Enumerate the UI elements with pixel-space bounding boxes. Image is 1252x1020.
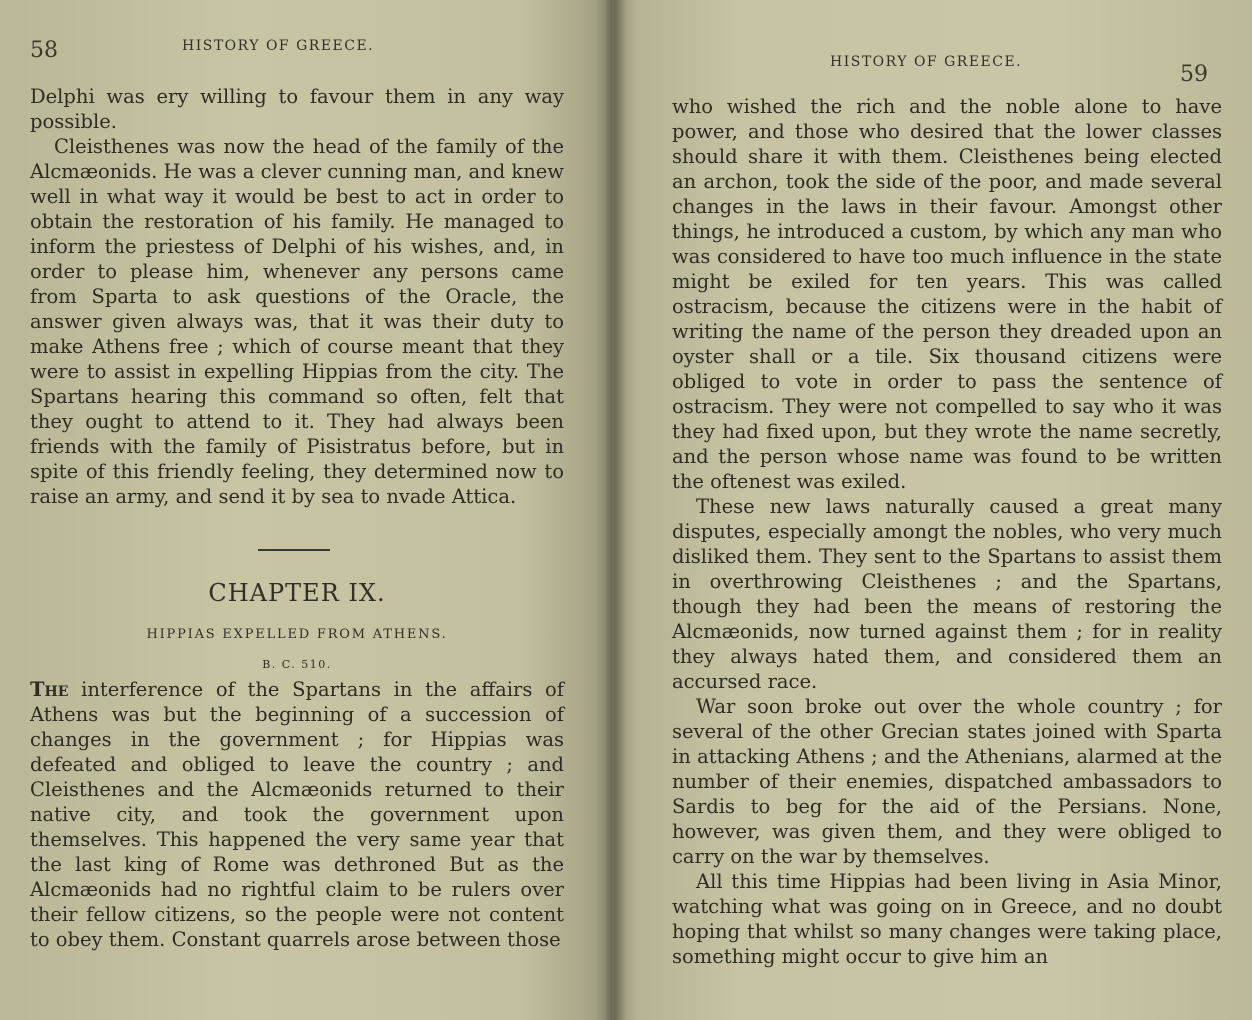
chapter-body-text: interference of the Spartans in the affairs of Athens was but the beginning of a succession of changes in the government ; for Hippias was defeated and obliged to leave the country ; and Cleisthenes and the Alcmæonids returned to their native city, and took the government upon themselves. This happened the very same year that the last king of Rome was dethroned But as the Alcmæonids had no rightful claim to be rulers over their fellow citizens, so the people were not content to obey them. Constant quarrels arose between those bbox=[30, 678, 564, 951]
chapter-body bbox=[30, 677, 564, 952]
left-running-head bbox=[30, 38, 564, 78]
left-continuation-text bbox=[30, 84, 564, 509]
paragraph: These new laws naturally caused a great many disputes, especially amongt the nobles, who very much disliked them. They sent to the Spartans to assist them in overthrowing Cleisthenes ; and the Spartans, though they had been the means of restoring the Alcmæonids, now turned against them ; for in reality they always hated them, and considered them an accursed race. bbox=[672, 495, 1222, 693]
paragraph: Cleisthenes was now the head of the family of the Alcmæonids. He was a clever cunning man, and knew well in what way it would be best to act in order to obtain the restoration of his family. He managed to inform the priestess of Delphi of his wishes, and, in order to please him, whenever any persons came from Sparta to ask questions of the Oracle, the answer given always was, that it was their duty to make Athens free ; which of course meant that they were to assist in expelling Hippias from the city. The Spartans hearing this command so often, felt that they ought to attend to it. They had always been friends with the family of Pisistratus before, but in spite of this friendly feeling, they determined now to raise an army, and send it by sea to nvade Attica. bbox=[30, 135, 564, 508]
chapter-title: HIPPIAS EXPELLED FROM ATHENS. bbox=[146, 627, 448, 642]
right-running-title: HISTORY OF GREECE. bbox=[830, 54, 1023, 70]
chapter-date: B. C. 510. bbox=[262, 658, 332, 671]
right-page bbox=[612, 0, 1252, 1020]
paragraph: Delphi was ery willing to favour them in any way possible. bbox=[30, 85, 564, 133]
right-running-head bbox=[672, 54, 1222, 94]
paragraph: All this time Hippias had been living in Asia Minor, watching what was going on in Greece, and no doubt hoping that whilst so many changes were taking place, something might occur to give him an bbox=[672, 870, 1222, 968]
right-page-number: 59 bbox=[1180, 62, 1208, 87]
left-page bbox=[0, 0, 612, 1020]
chapter-heading: CHAPTER IX. bbox=[208, 579, 386, 607]
left-running-title: HISTORY OF GREECE. bbox=[182, 38, 375, 54]
drop-word: The bbox=[30, 678, 69, 701]
right-page-text bbox=[672, 94, 1222, 969]
paragraph: who wished the rich and the noble alone to have power, and those who desired that the lower classes should share it with them. Cleisthenes being elected an archon, took the side of the poor, and made several changes in the laws in their favour. Amongst other things, he introduced a custom, by which any man who was considered to have too much influence in the state might be exiled for ten years. This was called ostracism, because the citizens were in the habit of writing the name of the person they dreaded upon an oyster shall or a tile. Six thousand citizens were obliged to vote in order to pass the sentence of ostracism. They were not compelled to say who it was they had fixed upon, but they wrote the name secretly, and the person whose name was found to be written the oftenest was exiled. bbox=[672, 95, 1222, 493]
paragraph bbox=[30, 677, 564, 952]
left-page-number: 58 bbox=[30, 38, 58, 63]
paragraph: War soon broke out over the whole country ; for several of the other Grecian states joined with Sparta in attacking Athens ; and the Athenians, alarmed at the number of their enemies, dispatched ambassadors to Sardis to beg for the aid of the Persians. None, however, was given them, and they were obliged to carry on the war by themselves. bbox=[672, 695, 1222, 868]
section-divider bbox=[258, 549, 330, 551]
